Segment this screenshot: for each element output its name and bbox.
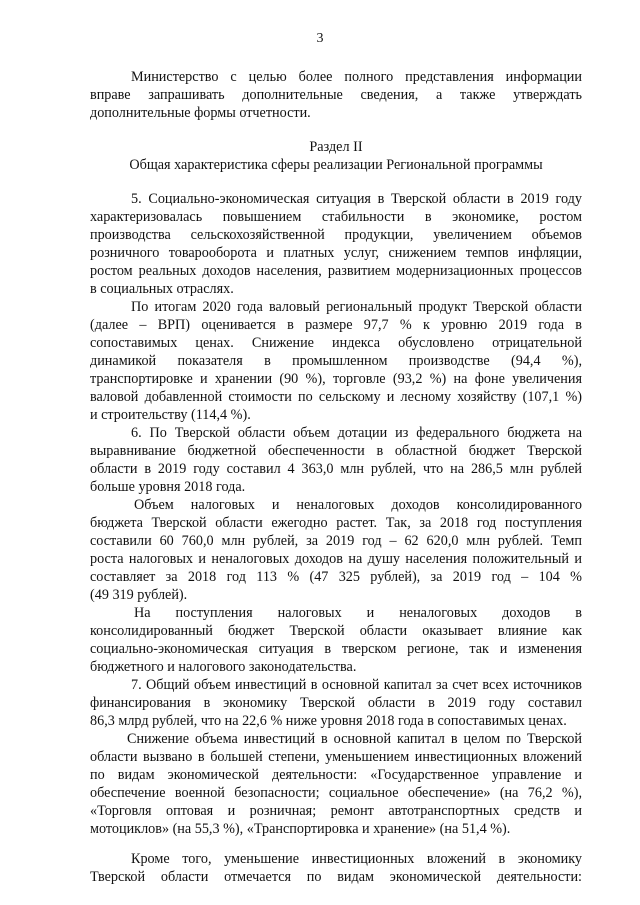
text-line: области в 2019 году составил 4 363,0 млн рублей, что на 286,5 млн рублей — [90, 461, 582, 477]
text-line: бюджета Тверской области ежегодно растет. Так, за 2018 год поступления — [90, 515, 582, 531]
text-line: выравнивание бюджетной обеспеченности в областной бюджет Тверской — [90, 443, 582, 459]
text-line: консолидированный бюджет Тверской области оказывает влияние как — [90, 623, 582, 639]
text-line: роста налоговых и неналоговых доходов на душу населения положительный и — [90, 551, 582, 567]
section-subtitle: Общая характеристика сферы реализации Региональной программы — [129, 157, 543, 173]
text-line: Снижение объема инвестиций в основной капитал в целом по Тверской — [127, 731, 582, 747]
text-line: На поступления налоговых и неналоговых доходов в — [134, 605, 582, 621]
text-line: мотоциклов» (на 55,3 %), «Транспортировка и хранение» (на 51,4 %). — [90, 821, 511, 837]
text-line: социально-экономическая ситуация в тверском регионе, так и изменения — [90, 641, 582, 657]
text-line: По итогам 2020 года валовый региональный продукт Тверской области — [131, 299, 582, 315]
text-line: динамикой показателя в промышленном производстве (94,4 %), — [90, 353, 582, 369]
text-line: Объем налоговых и неналоговых доходов консолидированного — [134, 497, 582, 513]
text-line: финансирования в экономику Тверской области в 2019 году составил — [90, 695, 582, 711]
text-line: дополнительные формы отчетности. — [90, 105, 311, 121]
text-line: характеризовалась повышением стабильности в экономике, ростом — [90, 209, 582, 225]
text-line: ростом реальных доходов населения, развитием модернизационных процессов — [90, 263, 582, 279]
text-line: в социальных отраслях. — [90, 281, 234, 297]
text-line: валовой добавленной стоимости по сельскому и лесному хозяйству (107,1 %) — [90, 389, 582, 405]
text-line: транспортировке и хранении (90 %), торговле (93,2 %) на фоне увеличения — [90, 371, 582, 387]
text-line: «Торговля оптовая и розничная; ремонт автотранспортных средств и — [90, 803, 582, 819]
section-title: Раздел II — [309, 139, 363, 155]
text-line: Кроме того, уменьшение инвестиционных вложений в экономику — [131, 851, 582, 867]
text-line: производства сельскохозяйственной продукции, увеличением объемов — [90, 227, 582, 243]
page-number: 3 — [316, 31, 324, 46]
text-line: 7. Общий объем инвестиций в основной капитал за счет всех источников — [131, 677, 582, 693]
text-line: области вызвано в большей степени, уменьшением инвестиционных вложений — [90, 749, 582, 765]
text-line: 5. Социально-экономическая ситуация в Тверской области в 2019 году — [131, 191, 582, 207]
text-line: сопоставимых ценах. Снижение индекса обусловлено отрицательной — [90, 335, 582, 351]
text-line: розничного товарооборота и платных услуг, снижением темпов инфляции, — [90, 245, 582, 261]
text-line: Тверской области отмечается по видам экономической деятельности: — [90, 869, 582, 885]
text-line: больше уровня 2018 года. — [90, 479, 246, 495]
text-line: (далее – ВРП) оценивается в размере 97,7 % к уровню 2019 года в — [90, 317, 582, 333]
text-line: 6. По Тверской области объем дотации из федерального бюджета на — [131, 425, 582, 441]
text-line: по видам экономической деятельности: «Государственное управление и — [90, 767, 582, 783]
text-line: и строительству (114,4 %). — [90, 407, 251, 423]
text-line: обеспечение военной безопасности; социальное обеспечение» (на 76,2 %), — [90, 785, 582, 801]
text-line: составляет за 2018 год 113 % (47 325 рублей), за 2019 год – 104 % — [90, 569, 582, 585]
text-line: 86,3 млрд рублей, что на 22,6 % ниже уровня 2018 года в сопоставимых ценах. — [90, 713, 567, 729]
text-line: Министерство с целью более полного представления информации — [131, 69, 582, 85]
text-line: бюджетного и налогового законодательства. — [90, 659, 357, 675]
text-line: вправе запрашивать дополнительные сведения, а также утверждать — [90, 87, 582, 103]
text-line: составили 60 760,0 млн рублей, за 2019 год – 62 620,0 млн рублей. Темп — [90, 533, 582, 549]
text-line: (49 319 рублей). — [90, 587, 188, 603]
